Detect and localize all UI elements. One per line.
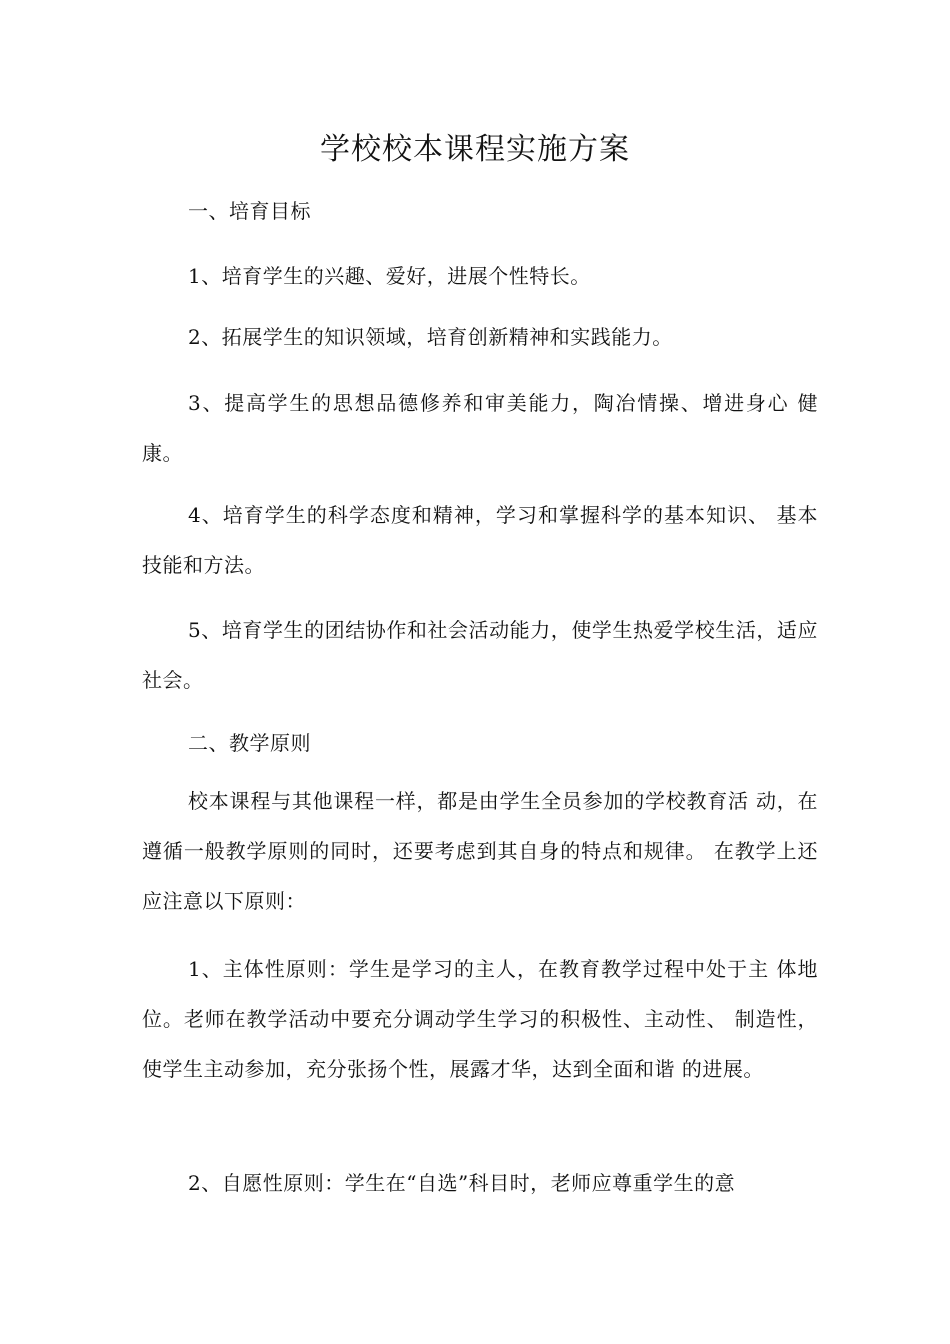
goal-item-1: 1、培育学生的兴趣、爱好，进展个性特长。	[188, 264, 591, 288]
principles-intro: 校本课程与其他课程一样，都是由学生全员参加的学校教育活 动，在遵循一般教学原则的同时，还要考虑到其自身的特点和规律。 在教学上还应注意以下原则：	[142, 789, 818, 913]
section-heading-principles: 二、教学原则	[188, 731, 311, 755]
goal-item-5: 5、培育学生的团结协作和社会活动能力，使学生热爱学校生活，适应社会。	[142, 618, 818, 692]
document-title: 学校校本课程实施方案	[320, 132, 630, 167]
section-heading-goals: 一、培育目标	[188, 199, 311, 223]
principle-item-1: 1、主体性原则：学生是学习的主人，在教育教学过程中处于主 体地位。老师在教学活动中要充分调动学生学习的积极性、主动性、 制造性，使学生主动参加，充分张扬个性，展露才华，达到全面和谐 的进展。	[142, 957, 818, 1081]
principle-item-2: 2、自愿性原则：学生在“自选”科目时，老师应尊重学生的意	[188, 1171, 736, 1195]
goal-item-4: 4、培育学生的科学态度和精神，学习和掌握科学的基本知识、 基本技能和方法。	[142, 503, 818, 577]
goal-item-3: 3、提高学生的思想品德修养和审美能力，陶冶情操、增进身心 健康。	[142, 391, 818, 465]
goal-item-2: 2、拓展学生的知识领域，培育创新精神和实践能力。	[188, 325, 673, 349]
